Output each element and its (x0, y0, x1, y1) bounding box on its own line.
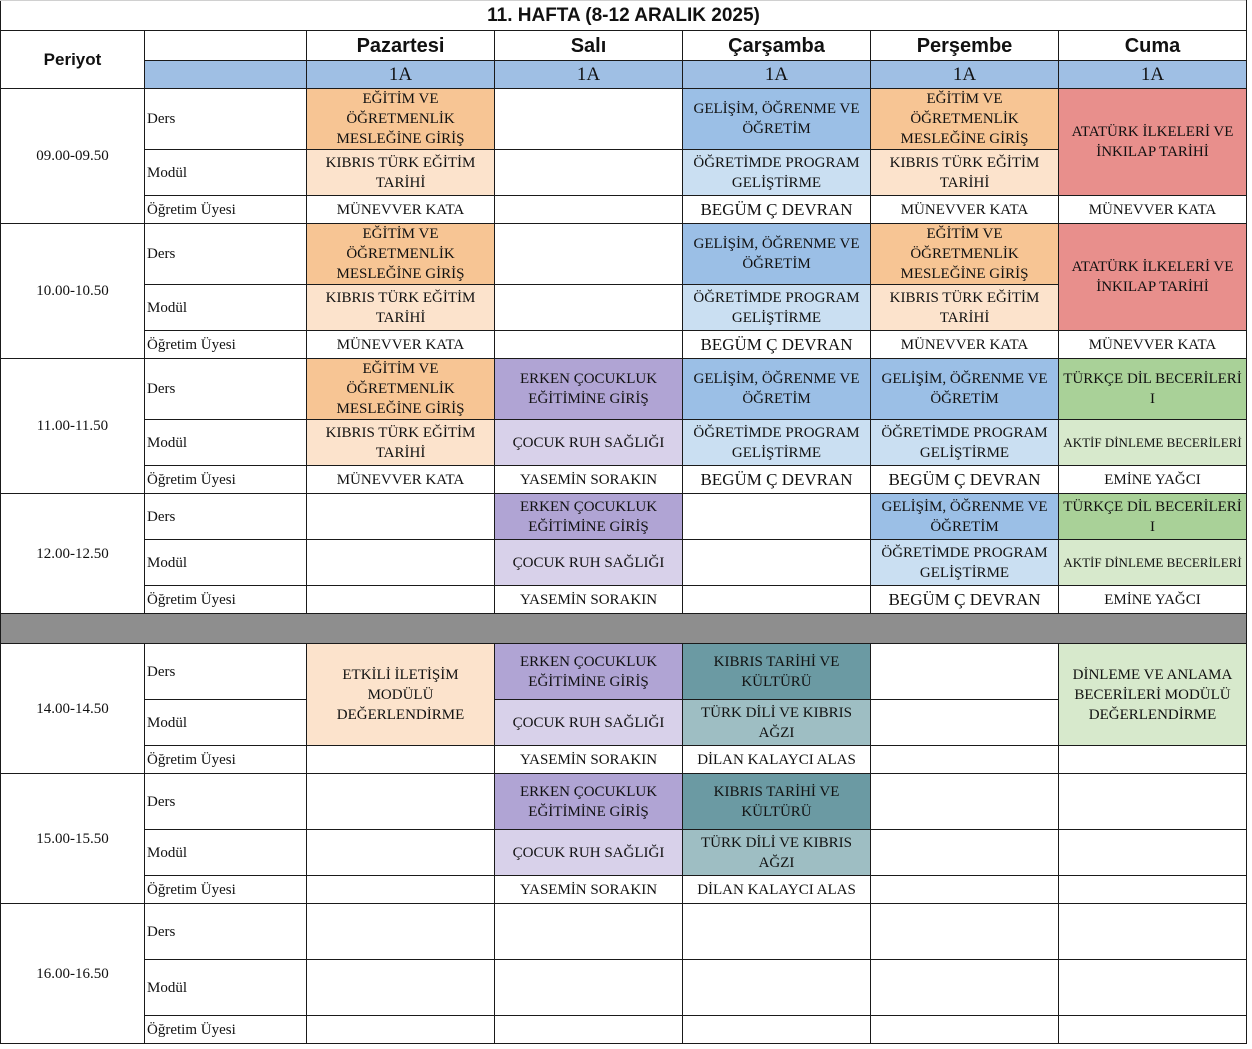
course-cell: KIBRIS TARİHİ VE KÜLTÜRÜ (683, 644, 871, 700)
empty-cell (307, 876, 495, 904)
empty-cell (683, 1016, 871, 1044)
module-cell: AKTİF DİNLEME BECERİLERİ (1059, 420, 1247, 466)
class-code-tuesday: 1A (495, 61, 683, 89)
module-cell: KIBRIS TÜRK EĞİTİM TARİHİ (307, 150, 495, 196)
row-label-ders: Ders (145, 89, 307, 150)
empty-cell (307, 774, 495, 830)
row-label-ders: Ders (145, 224, 307, 285)
module-cell: KIBRIS TÜRK EĞİTİM TARİHİ (307, 285, 495, 331)
empty-cell (307, 746, 495, 774)
module-cell: ÇOCUK RUH SAĞLIĞI (495, 540, 683, 586)
row-label-modul: Modül (145, 830, 307, 876)
course-cell: ETKİLİ İLETİŞİM MODÜLÜ DEĞERLENDİRME (307, 644, 495, 746)
row-label-modul: Modül (145, 150, 307, 196)
teacher-cell: BEGÜM Ç DEVRAN (683, 466, 871, 494)
empty-cell (1059, 830, 1247, 876)
teacher-cell: YASEMİN SORAKIN (495, 746, 683, 774)
teacher-cell: MÜNEVVER KATA (1059, 331, 1247, 359)
day-header-monday: Pazartesi (307, 31, 495, 61)
course-cell: ERKEN ÇOCUKLUK EĞİTİMİNE GİRİŞ (495, 774, 683, 830)
course-cell: GELİŞİM, ÖĞRENME VE ÖĞRETİM (683, 89, 871, 150)
row-label-modul: Modül (145, 700, 307, 746)
teacher-cell: MÜNEVVER KATA (307, 466, 495, 494)
course-cell: GELİŞİM, ÖĞRENME VE ÖĞRETİM (871, 494, 1059, 540)
teacher-cell: MÜNEVVER KATA (871, 196, 1059, 224)
empty-cell (871, 830, 1059, 876)
row-label-ogretim-uyesi: Öğretim Üyesi (145, 331, 307, 359)
teacher-cell: BEGÜM Ç DEVRAN (871, 586, 1059, 614)
row-label-ogretim-uyesi: Öğretim Üyesi (145, 466, 307, 494)
module-cell: KIBRIS TÜRK EĞİTİM TARİHİ (871, 285, 1059, 331)
empty-cell (871, 960, 1059, 1016)
row-label-ogretim-uyesi: Öğretim Üyesi (145, 876, 307, 904)
module-cell: AKTİF DİNLEME BECERİLERİ (1059, 540, 1247, 586)
period-time: 12.00-12.50 (1, 494, 145, 614)
teacher-cell: BEGÜM Ç DEVRAN (683, 196, 871, 224)
empty-cell (1059, 876, 1247, 904)
module-cell: ÖĞRETİMDE PROGRAM GELİŞTİRME (683, 285, 871, 331)
course-cell: ATATÜRK İLKELERİ VE İNKILAP TARİHİ (1059, 89, 1247, 196)
empty-cell (683, 960, 871, 1016)
empty-cell (871, 700, 1059, 746)
empty-cell (307, 1016, 495, 1044)
empty-cell (683, 586, 871, 614)
row-label-ders: Ders (145, 774, 307, 830)
empty-cell (1059, 774, 1247, 830)
course-cell: ERKEN ÇOCUKLUK EĞİTİMİNE GİRİŞ (495, 644, 683, 700)
empty-cell (495, 1016, 683, 1044)
day-header-tuesday: Salı (495, 31, 683, 61)
empty-cell (307, 904, 495, 960)
periyot-header: Periyot (1, 31, 145, 89)
empty-cell (307, 830, 495, 876)
course-cell: GELİŞİM, ÖĞRENME VE ÖĞRETİM (683, 224, 871, 285)
class-row-blank (145, 61, 307, 89)
empty-cell (307, 586, 495, 614)
empty-cell (871, 1016, 1059, 1044)
course-cell: EĞİTİM VE ÖĞRETMENLİK MESLEĞİNE GİRİŞ (307, 224, 495, 285)
row-label-ogretim-uyesi: Öğretim Üyesi (145, 746, 307, 774)
course-cell: ERKEN ÇOCUKLUK EĞİTİMİNE GİRİŞ (495, 494, 683, 540)
empty-cell (495, 960, 683, 1016)
empty-cell (495, 150, 683, 196)
teacher-cell: YASEMİN SORAKIN (495, 586, 683, 614)
empty-cell (871, 644, 1059, 700)
class-code-wednesday: 1A (683, 61, 871, 89)
row-label-modul: Modül (145, 960, 307, 1016)
course-cell: ATATÜRK İLKELERİ VE İNKILAP TARİHİ (1059, 224, 1247, 331)
period-time: 09.00-09.50 (1, 89, 145, 224)
empty-cell (871, 904, 1059, 960)
course-cell: EĞİTİM VE ÖĞRETMENLİK MESLEĞİNE GİRİŞ (307, 89, 495, 150)
teacher-cell: EMİNE YAĞCI (1059, 586, 1247, 614)
empty-cell (495, 224, 683, 285)
day-header-thursday: Perşembe (871, 31, 1059, 61)
empty-cell (1059, 1016, 1247, 1044)
teacher-cell: EMİNE YAĞCI (1059, 466, 1247, 494)
row-label-ogretim-uyesi: Öğretim Üyesi (145, 586, 307, 614)
empty-cell (495, 904, 683, 960)
teacher-cell: BEGÜM Ç DEVRAN (871, 466, 1059, 494)
row-label-modul: Modül (145, 285, 307, 331)
empty-cell (307, 540, 495, 586)
row-label-ogretim-uyesi: Öğretim Üyesi (145, 1016, 307, 1044)
empty-cell (871, 746, 1059, 774)
course-cell: GELİŞİM, ÖĞRENME VE ÖĞRETİM (871, 359, 1059, 420)
module-cell: ÖĞRETİMDE PROGRAM GELİŞTİRME (871, 540, 1059, 586)
module-cell: TÜRK DİLİ VE KIBRIS AĞZI (683, 830, 871, 876)
teacher-cell: MÜNEVVER KATA (1059, 196, 1247, 224)
page-title: 11. HAFTA (8-12 ARALIK 2025) (1, 1, 1247, 31)
teacher-cell: MÜNEVVER KATA (871, 331, 1059, 359)
period-time: 10.00-10.50 (1, 224, 145, 359)
row-label-ogretim-uyesi: Öğretim Üyesi (145, 196, 307, 224)
lunch-break-row (1, 614, 1247, 644)
module-cell: KIBRIS TÜRK EĞİTİM TARİHİ (871, 150, 1059, 196)
course-cell: GELİŞİM, ÖĞRENME VE ÖĞRETİM (683, 359, 871, 420)
empty-cell (683, 904, 871, 960)
empty-cell (683, 540, 871, 586)
module-cell: TÜRK DİLİ VE KIBRIS AĞZI (683, 700, 871, 746)
module-cell: ÇOCUK RUH SAĞLIĞI (495, 700, 683, 746)
class-code-thursday: 1A (871, 61, 1059, 89)
teacher-cell: BEGÜM Ç DEVRAN (683, 331, 871, 359)
teacher-cell: MÜNEVVER KATA (307, 196, 495, 224)
empty-cell (871, 876, 1059, 904)
row-label-modul: Modül (145, 540, 307, 586)
module-cell: ÇOCUK RUH SAĞLIĞI (495, 830, 683, 876)
course-cell: TÜRKÇE DİL BECERİLERİ I (1059, 359, 1247, 420)
module-cell: ÖĞRETİMDE PROGRAM GELİŞTİRME (683, 420, 871, 466)
teacher-cell: YASEMİN SORAKIN (495, 466, 683, 494)
day-header-wednesday: Çarşamba (683, 31, 871, 61)
class-code-monday: 1A (307, 61, 495, 89)
course-cell: ERKEN ÇOCUKLUK EĞİTİMİNE GİRİŞ (495, 359, 683, 420)
empty-cell (495, 285, 683, 331)
row-label-ders: Ders (145, 644, 307, 700)
teacher-cell: DİLAN KALAYCI ALAS (683, 746, 871, 774)
class-code-friday: 1A (1059, 61, 1247, 89)
empty-cell (495, 89, 683, 150)
empty-cell (1059, 904, 1247, 960)
row-label-ders: Ders (145, 904, 307, 960)
empty-cell (683, 494, 871, 540)
row-label-ders: Ders (145, 359, 307, 420)
period-time: 14.00-14.50 (1, 644, 145, 774)
empty-cell (307, 494, 495, 540)
period-time: 11.00-11.50 (1, 359, 145, 494)
empty-cell (495, 196, 683, 224)
module-cell: KIBRIS TÜRK EĞİTİM TARİHİ (307, 420, 495, 466)
empty-cell (1059, 746, 1247, 774)
empty-cell (1059, 960, 1247, 1016)
course-cell: KIBRIS TARİHİ VE KÜLTÜRÜ (683, 774, 871, 830)
course-cell: EĞİTİM VE ÖĞRETMENLİK MESLEĞİNE GİRİŞ (307, 359, 495, 420)
module-cell: ÖĞRETİMDE PROGRAM GELİŞTİRME (683, 150, 871, 196)
module-cell: ÖĞRETİMDE PROGRAM GELİŞTİRME (871, 420, 1059, 466)
course-cell: DİNLEME VE ANLAMA BECERİLERİ MODÜLÜ DEĞERLENDİRME (1059, 644, 1247, 746)
period-time: 15.00-15.50 (1, 774, 145, 904)
row-label-modul: Modül (145, 420, 307, 466)
teacher-cell: YASEMİN SORAKIN (495, 876, 683, 904)
day-header-friday: Cuma (1059, 31, 1247, 61)
course-cell: TÜRKÇE DİL BECERİLERİ I (1059, 494, 1247, 540)
empty-cell (871, 774, 1059, 830)
empty-cell (495, 331, 683, 359)
course-cell: EĞİTİM VE ÖĞRETMENLİK MESLEĞİNE GİRİŞ (871, 89, 1059, 150)
course-cell: EĞİTİM VE ÖĞRETMENLİK MESLEĞİNE GİRİŞ (871, 224, 1059, 285)
empty-cell (307, 960, 495, 1016)
row-label-ders: Ders (145, 494, 307, 540)
teacher-cell: DİLAN KALAYCI ALAS (683, 876, 871, 904)
module-cell: ÇOCUK RUH SAĞLIĞI (495, 420, 683, 466)
teacher-cell: MÜNEVVER KATA (307, 331, 495, 359)
empty-header-cell (145, 31, 307, 61)
period-time: 16.00-16.50 (1, 904, 145, 1044)
